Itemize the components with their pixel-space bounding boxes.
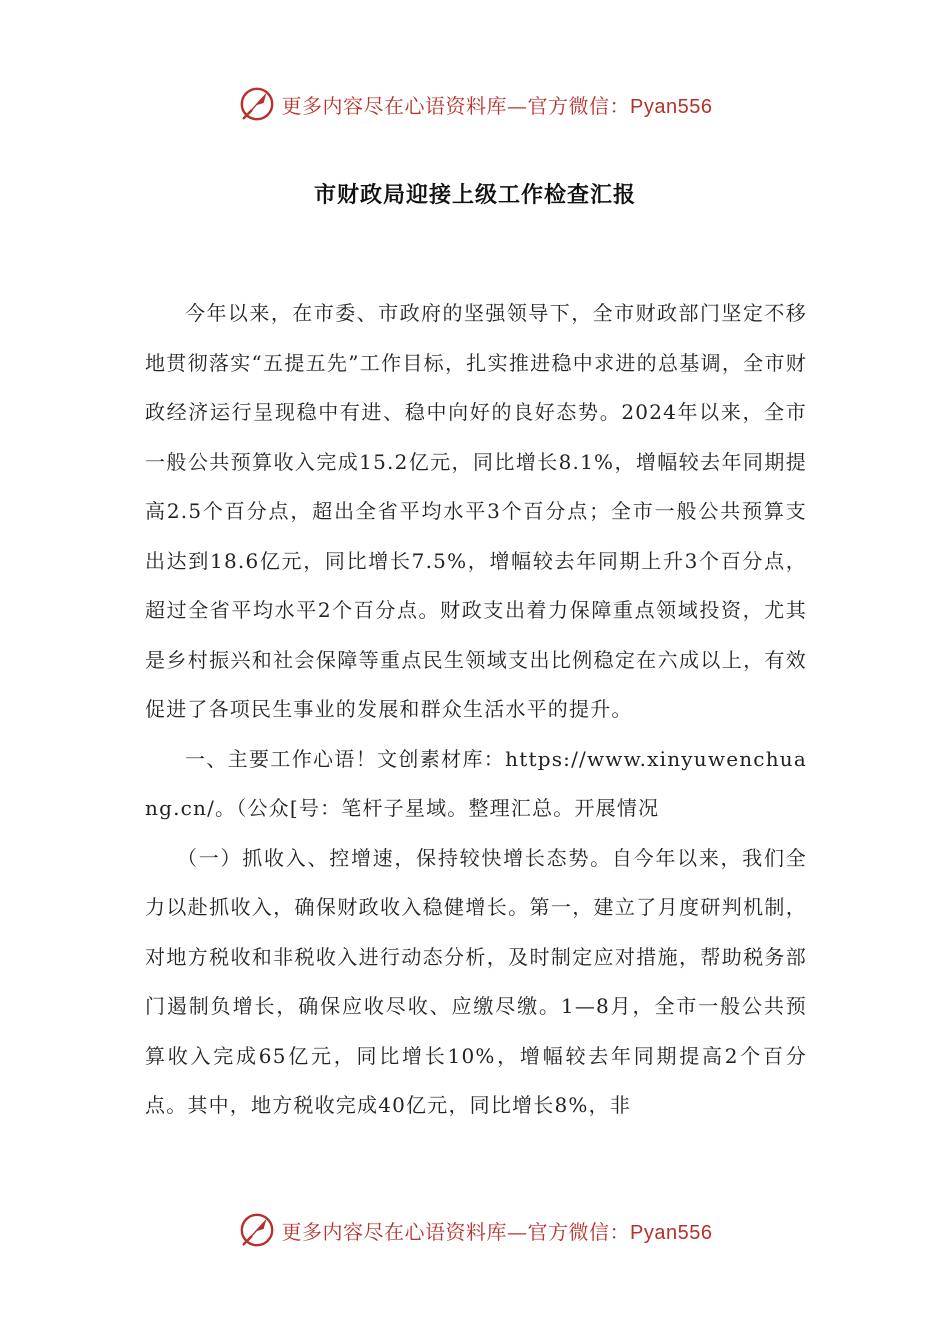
banner-wechat-id: Pyan556 (630, 95, 713, 118)
footer-watermark-banner (0, 1208, 950, 1252)
quill-logo-icon (238, 85, 276, 123)
banner-main-text: 更多内容尽在心语资料库—官方微信： (281, 93, 631, 118)
document-body (145, 289, 807, 1131)
quill-logo-icon (238, 1211, 276, 1249)
banner-text (282, 1216, 713, 1245)
document-title: 市财政局迎接上级工作检查汇报 (313, 183, 636, 208)
banner-text (282, 90, 713, 119)
paragraph-section-heading: 一、主要工作心语！文创素材库：https://www.xinyuwenchuang.cn/。（公众[号：笔杆子星域。整理汇总。开展情况 (145, 746, 807, 820)
header-watermark-banner (0, 82, 950, 126)
paragraph-subsection-one: （一）抓收入、控增速，保持较快增长态势。自今年以来，我们全力以赴抓收入，确保财政收入稳健增长。第一，建立了月度研判机制，对地方税收和非税收入进行动态分析，及时制定应对措施，帮助税务部门遏制负增长，确保应收尽收、应缴尽缴。1—8月，全市一般公共预算收入完成65亿元，同比增长10%，增幅较去年同期提高2个百分点。其中，地方税收完成40亿元，同比增长8%，非 (145, 845, 807, 1117)
banner-wechat-id: Pyan556 (630, 1221, 713, 1244)
paragraph-intro: 今年以来，在市委、市政府的坚强领导下，全市财政部门坚定不移地贯彻落实“五提五先”工作目标，扎实推进稳中求进的总基调，全市财政经济运行呈现稳中有进、稳中向好的良好态势。2024年以来，全市一般公共预算收入完成15.2亿元，同比增长8.1%，增幅较去年同期提高2.5个百分点，超出全省平均水平3个百分点；全市一般公共预算支出达到18.6亿元，同比增长7.5%，增幅较去年同期上升3个百分点，超过全省平均水平2个百分点。财政支出着力保障重点领域投资，尤其是乡村振兴和社会保障等重点民生领域支出比例稳定在六成以上，有效促进了各项民生事业的发展和群众生活水平的提升。 (145, 301, 807, 721)
banner-main-text: 更多内容尽在心语资料库—官方微信： (281, 1219, 631, 1244)
